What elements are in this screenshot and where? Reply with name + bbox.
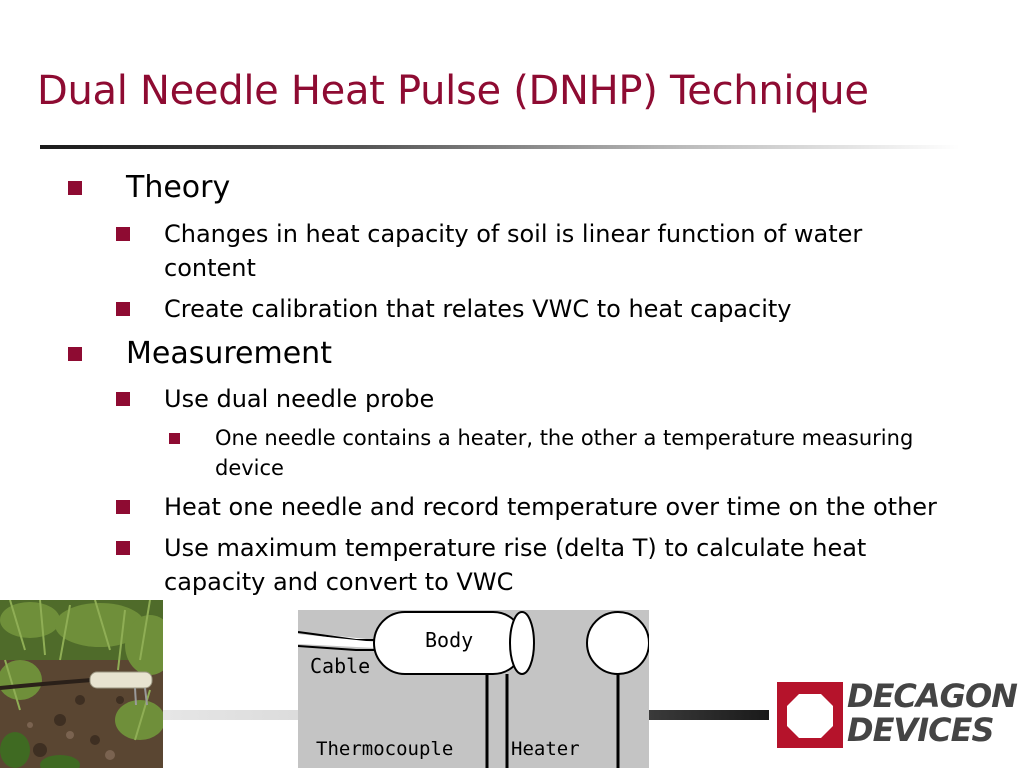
diagram-label-cable: Cable — [310, 654, 371, 678]
bullet-theory-calibration — [164, 292, 984, 326]
soil-photo-image — [0, 600, 163, 768]
title-divider — [40, 145, 960, 149]
logo-text-devices: DEVICES — [847, 711, 994, 749]
footer-bar-right — [649, 710, 769, 720]
bullet-text: One needle contains a heater, the other a temperature measuring device — [215, 426, 914, 480]
diagram-label-heater: Heater — [511, 738, 580, 760]
diagram-label-thermocouple: Thermocouple — [316, 738, 454, 760]
bullet-square-icon — [116, 227, 130, 241]
bullet-text: Create calibration that relates VWC to heat capacity — [164, 295, 792, 323]
bullet-text: Theory — [126, 170, 231, 205]
bullet-square-icon — [68, 347, 82, 361]
slide-title: Dual Needle Heat Pulse (DNHP) Technique — [37, 68, 869, 114]
bullet-square-icon — [169, 433, 180, 444]
soil-probe-photo — [0, 600, 163, 768]
bullet-text: Heat one needle and record temperature over time on the other — [164, 493, 937, 521]
footer-bar-left — [163, 710, 298, 720]
bullet-square-icon — [68, 181, 82, 195]
diagram-label-body: Body — [425, 628, 474, 652]
bullet-needle-contents — [215, 423, 975, 483]
probe-diagram — [298, 610, 649, 768]
decagon-logo-icon — [777, 682, 843, 748]
bullet-text: Use dual needle probe — [164, 385, 435, 413]
bullet-text: Use maximum temperature rise (delta T) to calculate heat capacity and convert to VWC — [164, 534, 867, 596]
decagon-logo — [777, 677, 1017, 750]
bullet-square-icon — [116, 302, 130, 316]
bullet-heat-record — [164, 490, 1004, 524]
bullet-theory-linear — [164, 217, 914, 285]
bullet-text: Measurement — [126, 336, 332, 371]
bullet-measurement — [126, 336, 986, 372]
bullet-delta-t — [164, 531, 924, 599]
bullet-text: Changes in heat capacity of soil is linear function of water content — [164, 220, 863, 282]
bullet-dual-needle-probe — [164, 382, 984, 416]
bullet-theory — [126, 170, 986, 206]
logo-text-decagon: DECAGON — [847, 677, 1017, 715]
bullet-square-icon — [116, 500, 130, 514]
bullet-square-icon — [116, 541, 130, 555]
bullet-square-icon — [116, 392, 130, 406]
